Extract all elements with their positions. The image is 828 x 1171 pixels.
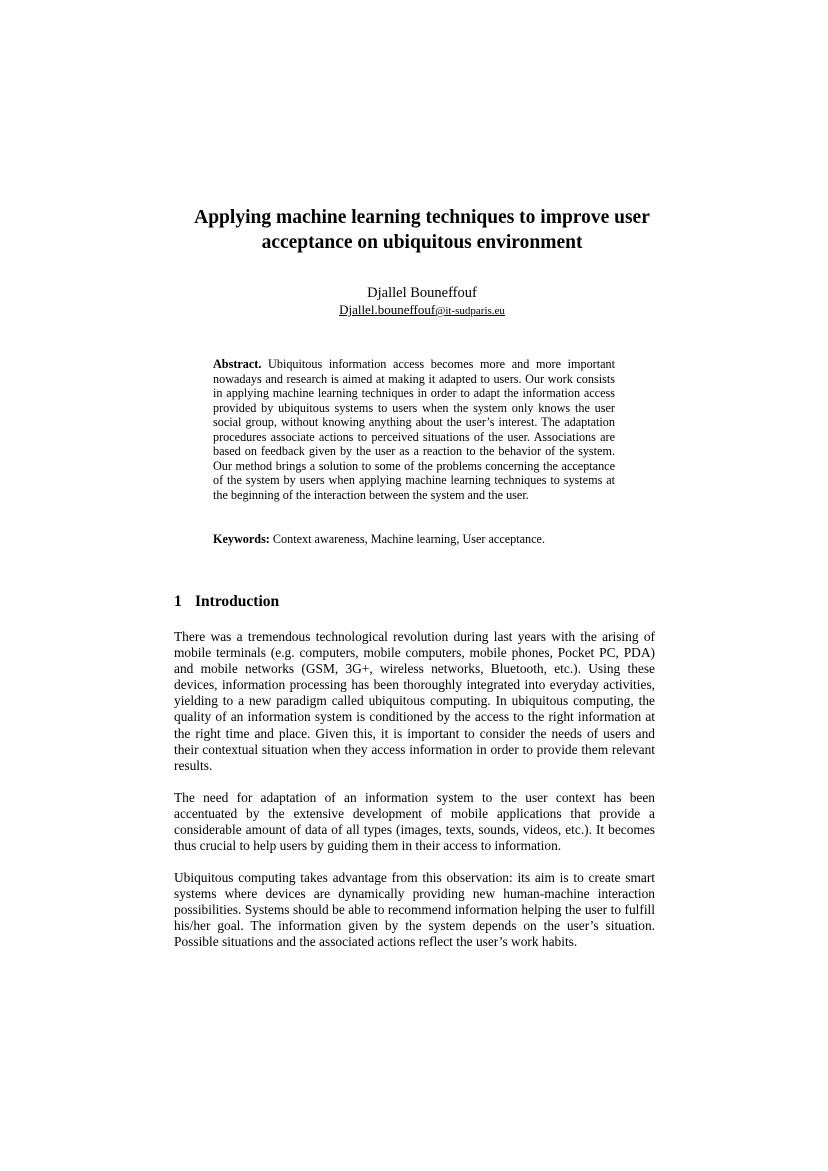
author-name: Djallel Bouneffouf — [367, 285, 477, 301]
keywords-text: Context awareness, Machine learning, User acceptance. — [272, 532, 545, 546]
email-user: Djallel.bouneffouf — [339, 302, 436, 317]
paper-title-line-2: acceptance on ubiquitous environment — [261, 232, 583, 253]
keywords — [213, 532, 615, 547]
body-paragraph: There was a tremendous technological revolution during last years with the arising of mobile terminals (e.g. computers, mobile computers, mobile phones, Pocket PC, PDA) and mobile networks (GSM, 3G+, wireless networks, Bluetooth, etc.). Using these devices, information processing has been thoroughly integrated into everyday activities, yielding to a new paradigm called ubiquitous computing. In ubiquitous computing, the quality of an information system is conditioned by the access to the right information at the right time and place. Given this, it is important to consider the needs of users and their contextual situation when they access information in order to provide them relevant results. — [174, 629, 655, 773]
abstract-text: Ubiquitous information access becomes more and more important nowadays and research is aimed at making it adapted to users. Our work consists in applying machine learning techniques in order to adapt the information access provided by ubiquitous systems to users when the system only knows the user social group, without knowing anything about the user’s interest. The adaptation procedures associate actions to perceived situations of the user. Associations are based on feedback given by the user as a reaction to the behavior of the system. Our method brings a solution to some of the problems concerning the acceptance of the system by users when applying machine learning techniques to systems at the beginning of the interaction between the system and the user. — [213, 357, 616, 502]
paper-title-line-1: Applying machine learning techniques to improve user — [194, 207, 650, 228]
section-heading-introduction — [174, 592, 279, 611]
body-paragraph: The need for adaptation of an information system to the user context has been accentuated by the extensive development of mobile applications that provide a considerable amount of data of all types (images, texts, sounds, videos, etc.). It becomes thus crucial to help users by guiding them in their access to information. — [174, 790, 655, 854]
keywords-label: Keywords: — [213, 532, 270, 546]
author-email-link[interactable] — [339, 302, 505, 317]
abstract-label: Abstract. — [213, 357, 262, 371]
body-paragraph: Ubiquitous computing takes advantage from this observation: its aim is to create smart systems where devices are dynamically providing new human-machine interaction possibilities. Systems should be able to recommend information helping the user to fulfill his/her goal. The information given by the system depends on the user’s situation. Possible situations and the associated actions reflect the user’s work habits. — [174, 870, 655, 950]
abstract — [213, 357, 615, 502]
section-title: Introduction — [195, 593, 280, 610]
paper-title — [174, 205, 670, 255]
author-email — [174, 302, 670, 319]
section-number: 1 — [174, 593, 182, 610]
email-domain: @it-sudparis.eu — [435, 305, 505, 317]
